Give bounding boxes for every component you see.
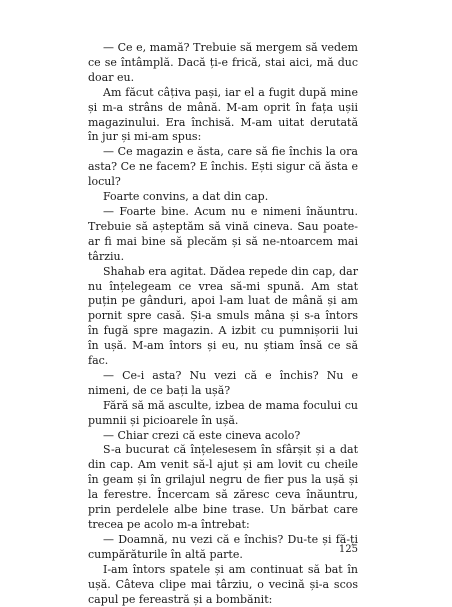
paragraph: — Ce-i asta? Nu vezi că e închis? Nu e nimeni, de ce bați la ușă? [88, 368, 358, 397]
body-text [88, 41, 358, 607]
paragraph: — Chiar crezi că este cineva acolo? [103, 428, 301, 442]
paragraph: — Doamnă, nu vezi că e închis? Du-te și fă-ți cumpărăturile în altă parte. [88, 532, 358, 561]
paragraph: Foarte convins, a dat din cap. [103, 190, 269, 204]
paragraph: Am făcut câțiva pași, iar el a fugit după mine și m-a strâns de mână. M-am oprit în fața ușii magazinului. Era închisă. M-am uitat derutată în jur și mi-am spus: [88, 85, 358, 144]
paragraph: — Ce e, mamă? Trebuie să mergem să vedem ce se întâmplă. Dacă ți-e frică, stai aici, mă duc doar eu. [88, 41, 358, 84]
page-number: 125 [338, 544, 358, 555]
paragraph: Shahab era agitat. Dădea repede din cap, dar nu înțelegeam ce vrea să-mi spună. Am stat puțin pe gânduri, apoi l-am luat de mână și am pornit spre casă. Și-a smuls mâna și s-a întors în fugă spre magazin. A izbit cu pumnișorii lui în ușă. M-am întors și eu, nu știam însă ce să fac. [88, 264, 358, 368]
paragraph: I-am întors spatele și am continuat să bat în ușă. Câteva clipe mai târziu, o vecină și-a scos capul pe fereastră și a bombănit: [88, 562, 358, 606]
paragraph: Fără să mă asculte, izbea de mama focului cu pumnii și picioarele în ușă. [88, 398, 358, 427]
paragraph: S-a bucurat că înțelesesem în sfârșit și a dat din cap. Am venit să-l ajut și am lovit cu cheile în geam și în grilajul negru de fier pus la ușă și la ferestre. Încercam să zăresc ceva înăuntru, prin perdelele albe bine trase. Un bărbat care trecea pe acolo m-a întrebat: [88, 443, 358, 531]
paragraph: — Ce magazin e ăsta, care să fie închis la ora asta? Ce ne facem? E închis. Ești sigur că ăsta e locul? [88, 145, 358, 189]
paragraph: — Foarte bine. Acum nu e nimeni înăuntru. Trebuie să așteptăm să vină cineva. Sau poate-ar fi mai bine să plecăm și să ne-ntoarcem mai târziu. [88, 204, 358, 263]
